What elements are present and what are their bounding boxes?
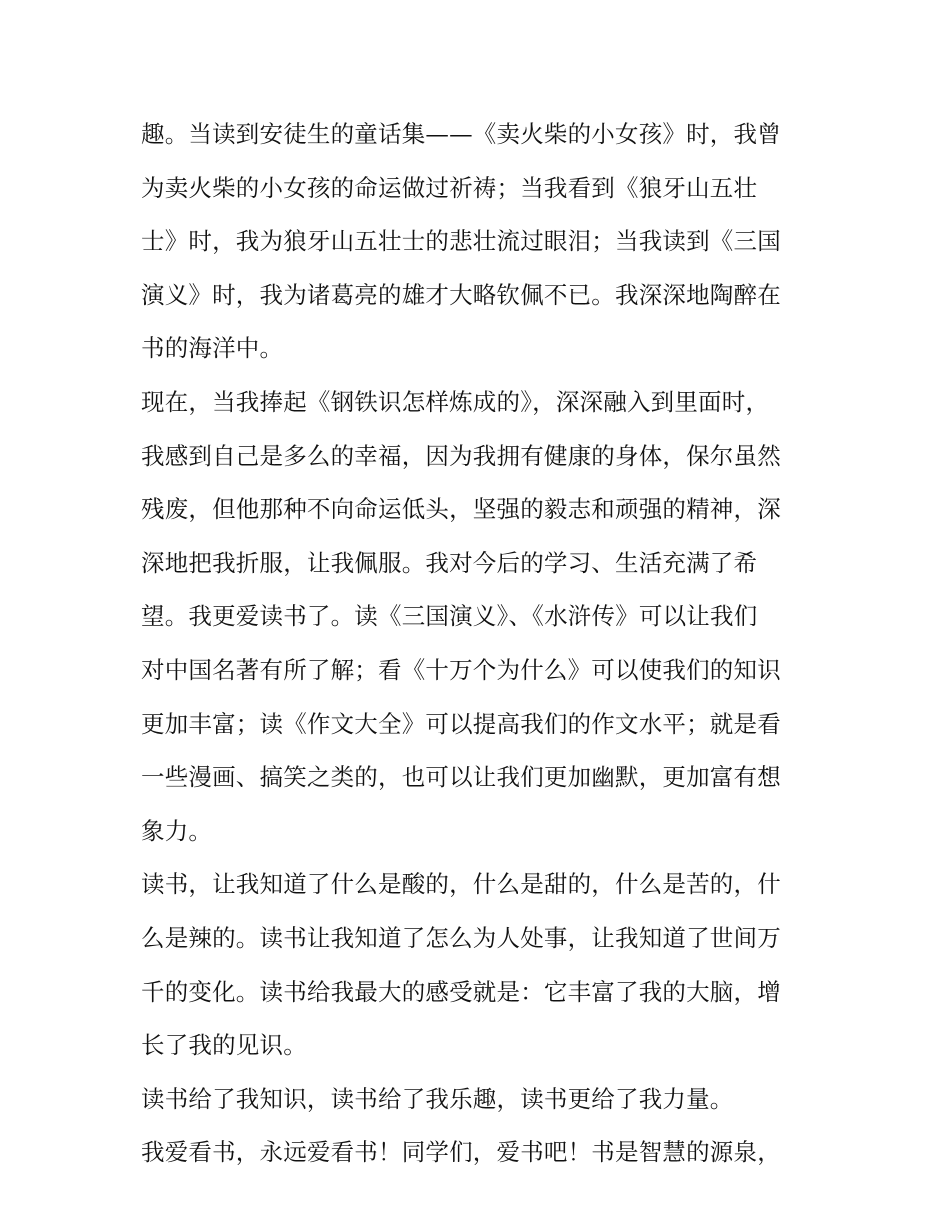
text-line: 现在，当我捧起《钢铁识怎样炼成的》，深深融入到里面时， — [141, 387, 770, 416]
text-line: 更加丰富；读《作文大全》可以提高我们的作文水平；就是看 — [141, 709, 781, 738]
text-line: 对中国名著有所了解；看《十万个为什么》可以使我们的知识 — [141, 655, 781, 684]
text-line: 残废，但他那种不向命运低头，坚强的毅志和顽强的精神，深 — [141, 495, 781, 524]
text-line: 象力。 — [141, 816, 213, 845]
text-line: 士》时，我为狼牙山五壮士的悲壮流过眼泪；当我读到《三国 — [141, 227, 781, 256]
text-line: 演义》时，我为诸葛亮的雄才大略钦佩不已。我深深地陶醉在 — [141, 280, 781, 309]
text-line: 书的海洋中。 — [141, 334, 284, 363]
text-line: 我爱看书，永远爱看书！同学们，爱书吧！书是智慧的源泉， — [141, 1138, 781, 1167]
text-line: 读书给了我知识，读书给了我乐趣，读书更给了我力量。 — [141, 1084, 734, 1113]
text-line: 为卖火柴的小女孩的命运做过祈祷；当我看到《狼牙山五壮 — [141, 173, 758, 202]
essay-body — [141, 108, 821, 1180]
text-line: 趣。当读到安徒生的童话集——《卖火柴的小女孩》时，我曾 — [141, 120, 781, 148]
text-line: 长了我的见识。 — [141, 1031, 307, 1060]
text-line: 望。我更爱读书了。读《三国演义》、《水浒传》可以让我们 — [141, 602, 758, 631]
text-line: 读书，让我知道了什么是酸的，什么是甜的，什么是苦的，什 — [141, 870, 781, 899]
text-line: 么是辣的。读书让我知道了怎么为人处事，让我知道了世间万 — [141, 923, 781, 952]
text-line: 千的变化。读书给我最大的感受就是：它丰富了我的大脑，增 — [141, 977, 781, 1006]
text-line: 一些漫画、搞笑之类的，也可以让我们更加幽默，更加富有想 — [141, 763, 781, 792]
text-line: 我感到自己是多么的幸福，因为我拥有健康的身体，保尔虽然 — [141, 441, 781, 470]
text-line: 深地把我折服，让我佩服。我对今后的学习、生活充满了希 — [141, 548, 758, 577]
